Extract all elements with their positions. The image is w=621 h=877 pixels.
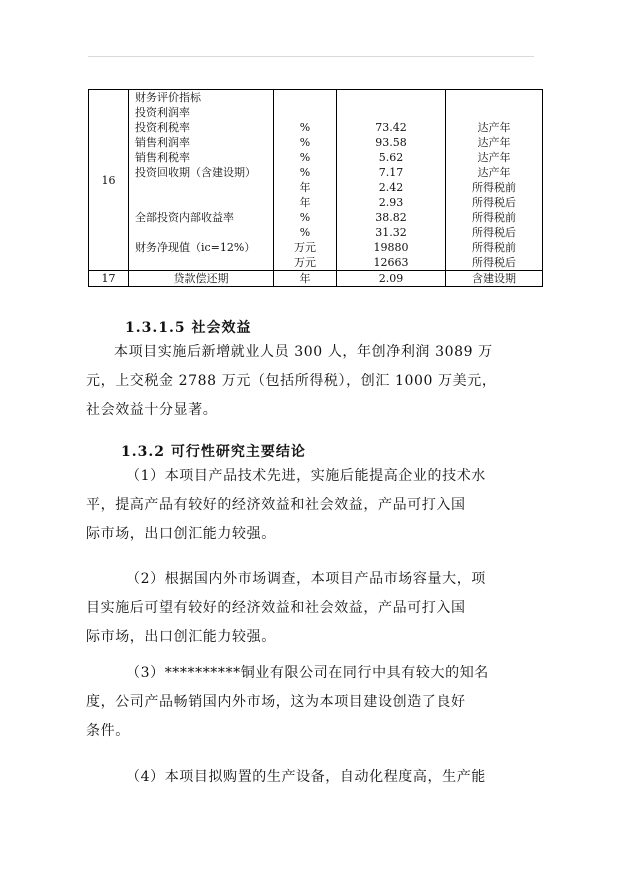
indicator-name: 销售利润率 (135, 136, 190, 149)
unit-cell: % (299, 151, 311, 164)
value-cell (337, 90, 445, 105)
value-cell: 31.32 (375, 226, 407, 239)
indicator-name: 销售利税率 (135, 151, 190, 164)
note-cell: 达产年 (477, 136, 511, 149)
row-number: 16 (89, 90, 129, 271)
text-line: 度，公司产品畅销国内外市场，这为本项目建设创造了良好 (86, 694, 466, 710)
unit-cell: % (299, 121, 311, 134)
section-heading-social-benefit: 1.3.1.5 社会效益 (125, 320, 252, 336)
note-cell: 所得税前 (472, 241, 516, 254)
unit-cell: % (299, 136, 311, 149)
indicator-name (135, 180, 273, 195)
value-cell: 2.09 (337, 271, 446, 287)
note-cell: 达产年 (477, 151, 511, 164)
note-cell (446, 90, 542, 105)
value-cell: 2.42 (378, 181, 404, 194)
indicator-name: 投资利润率 (135, 106, 190, 119)
paragraph-conclusion-1 (86, 462, 538, 549)
note-cell: 含建设期 (446, 271, 543, 287)
text-line: （4）本项目拟购置的生产设备，自动化程度高，生产能 (126, 769, 486, 785)
indicator-name: 贷款偿还期 (129, 271, 274, 287)
note-cell: 所得税前 (472, 211, 516, 224)
value-cell (337, 105, 445, 120)
unit-cell (274, 105, 336, 120)
text-line: （1）本项目产品技术先进，实施后能提高企业的技术水 (126, 468, 486, 484)
indicator-name: 财务净现值（ic=12%） (135, 241, 256, 254)
unit-cell: % (299, 226, 311, 239)
value-cell: 19880 (373, 241, 409, 254)
value-cell: 12663 (373, 256, 409, 269)
indicator-name (135, 255, 273, 270)
value-cell: 93.58 (375, 136, 407, 149)
value-cell: 2.93 (378, 196, 404, 209)
note-cell: 所得税前 (472, 181, 516, 194)
text-line: 际市场，出口创汇能力较强。 (86, 526, 276, 542)
section-heading-conclusion: 1.3.2 可行性研究主要结论 (121, 444, 306, 460)
text-line: （2）根据国内外市场调查，本项目产品市场容量大，项 (126, 571, 486, 587)
indicator-values (337, 90, 445, 270)
unit-cell: % (299, 166, 311, 179)
note-cell (446, 105, 542, 120)
row-number: 17 (89, 271, 129, 287)
indicator-names (135, 90, 273, 270)
note-cell: 达产年 (477, 166, 511, 179)
unit-cell: 年 (299, 196, 311, 209)
unit-cell: % (299, 211, 311, 224)
indicator-name: 全部投资内部收益率 (135, 211, 234, 224)
indicator-name (135, 225, 273, 240)
text-line: 目实施后可望有较好的经济效益和社会效益，产品可打入国 (86, 600, 466, 616)
value-cell: 73.42 (375, 121, 407, 134)
text-line: 条件。 (86, 723, 130, 739)
indicator-name (135, 195, 273, 210)
text-line: 本项目实施后新增就业人员 300 人，年创净利润 3089 万 (114, 344, 493, 360)
text-line: 元，上交税金 2788 万元（包括所得税），创汇 1000 万美元， (86, 373, 497, 389)
paragraph-social-benefit (86, 338, 538, 425)
unit-cell: 年 (299, 181, 311, 194)
value-cell: 5.62 (378, 151, 404, 164)
value-cell: 38.82 (375, 211, 407, 224)
paragraph-conclusion-4 (86, 763, 538, 792)
value-cell: 7.17 (378, 166, 404, 179)
text-line: （3）**********铜业有限公司在同行中具有较大的知名 (126, 665, 489, 681)
financial-indicators-table (88, 89, 543, 287)
paragraph-conclusion-3 (86, 659, 538, 746)
table-row (89, 90, 543, 271)
indicator-notes (446, 90, 542, 270)
text-line: 社会效益十分显著。 (86, 402, 218, 418)
indicator-name: 财务评价指标 (135, 91, 201, 104)
text-line: 平，提高产品有较好的经济效益和社会效益，产品可打入国 (86, 497, 466, 513)
indicator-name: 投资利税率 (135, 121, 190, 134)
note-cell: 达产年 (477, 121, 511, 134)
header-rule (88, 56, 534, 57)
unit-cell: 万元 (294, 256, 316, 269)
unit-cell (274, 90, 336, 105)
indicator-units (274, 90, 336, 270)
unit-cell: 年 (274, 271, 337, 287)
note-cell: 所得税后 (472, 196, 516, 209)
note-cell: 所得税后 (472, 256, 516, 269)
table-row (89, 271, 543, 287)
note-cell: 所得税后 (472, 226, 516, 239)
text-line: 际市场，出口创汇能力较强。 (86, 629, 276, 645)
unit-cell: 万元 (294, 241, 316, 254)
paragraph-conclusion-2 (86, 565, 538, 652)
indicator-name: 投资回收期（含建设期） (135, 166, 256, 179)
